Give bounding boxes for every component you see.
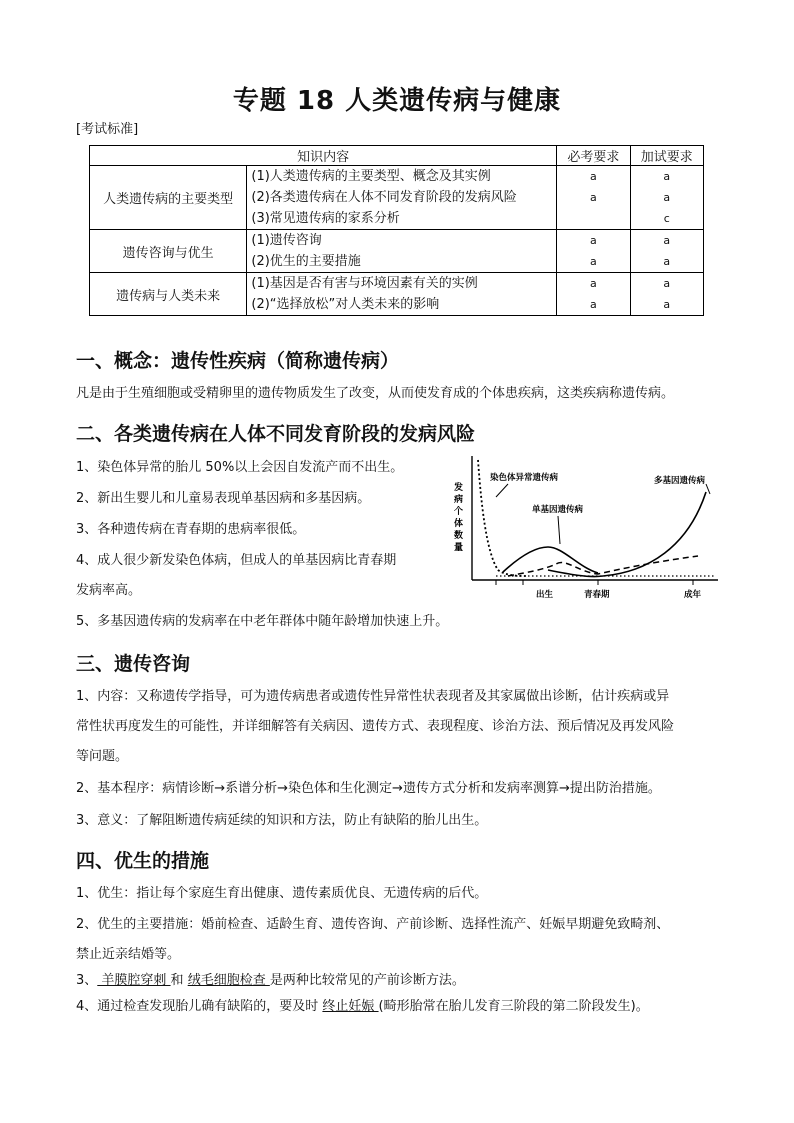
extra-level: c [663, 212, 670, 225]
table-row [90, 273, 704, 316]
knowledge-item: (3)常见遗传病的家系分析 [251, 211, 400, 226]
required-level: a [590, 298, 597, 311]
table-header-row [90, 146, 704, 166]
risk-point-5: 5、多基因遗传病的发病率在中老年群体中随年龄增加快速上升。 [76, 614, 449, 629]
counseling-content-3: 等问题。 [76, 749, 129, 764]
series-label-chromosome: 染色体异常遗传病 [490, 473, 559, 483]
y-axis-label [453, 481, 463, 553]
section-heading-eugenics: 四、优生的措施 [76, 850, 210, 872]
x-tick-label-puberty: 青春期 [584, 590, 610, 600]
required-level: a [590, 234, 597, 247]
extra-level: a [663, 234, 671, 247]
label-pointer [558, 516, 560, 544]
counseling-procedure: 2、基本程序：病情诊断→系谱分析→染色体和生化测定→遗传方式分析和发病率测算→提出防治措施。 [76, 781, 661, 796]
y-label-char: 量 [454, 543, 464, 553]
series-single-gene-line [503, 547, 598, 573]
exam-standard-table [89, 145, 704, 316]
header-required: 必考要求 [557, 146, 630, 166]
blank-answer: 绒毛细胞检查 [187, 973, 270, 988]
knowledge-item: (2)各类遗传病在人体不同发育阶段的发病风险 [251, 190, 517, 205]
knowledge-item: (2)优生的主要措施 [251, 254, 361, 269]
section-heading-counseling: 三、遗传咨询 [76, 653, 191, 675]
extra-level: a [663, 170, 671, 183]
extra-level: a [663, 277, 671, 290]
extra-level: a [663, 255, 671, 268]
text-run: 和 [170, 973, 188, 988]
series-label-multi-gene: 多基因遗传病 [654, 476, 706, 486]
section-heading-risk: 二、各类遗传病在人体不同发育阶段的发病风险 [76, 423, 476, 445]
y-label-char: 病 [454, 495, 464, 505]
page-title: 专题 18 人类遗传病与健康 [232, 86, 562, 116]
table-row [90, 166, 704, 230]
eugenics-point-4 [76, 991, 716, 1022]
group-name: 人类遗传病的主要类型 [90, 166, 247, 230]
counseling-content-1: 1、内容：又称遗传学指导，可为遗传病患者或遗传性异常性状表现者及其家属做出诊断，估计疾病或异 [76, 689, 670, 704]
y-label-char: 体 [454, 519, 464, 529]
risk-point-3: 3、各种遗传病在青春期的患病率很低。 [76, 522, 306, 537]
group-name: 遗传病与人类未来 [90, 273, 247, 316]
group-name: 遗传咨询与优生 [90, 230, 247, 273]
knowledge-item: (1)基因是否有害与环境因素有关的实例 [251, 276, 478, 291]
x-tick-label-adult: 成年 [684, 590, 702, 600]
label-pointer [496, 484, 508, 497]
section-heading-concept: 一、概念：遗传性疾病（简称遗传病） [76, 350, 400, 372]
knowledge-item: (2)“选择放松”对人类未来的影响 [251, 297, 440, 312]
blank-answer: 羊膜腔穿刺 [97, 973, 171, 988]
table-row [90, 230, 704, 273]
concept-text: 凡是由于生殖细胞或受精卵里的遗传物质发生了改变，从而使发育成的个体患疾病，这类疾病称遗传病。 [76, 386, 675, 401]
y-label-char: 个 [454, 507, 464, 517]
eugenics-point-2: 2、优生的主要措施：婚前检查、适龄生育、遗传咨询、产前诊断、选择性流产、妊娠早期避免致畸剂、 [76, 917, 670, 932]
text-run: 4、通过检查发现胎儿确有缺陷的，要及时 [76, 999, 323, 1014]
knowledge-item: (1)人类遗传病的主要类型、概念及其实例 [251, 169, 491, 184]
series-single-gene-dashed [508, 556, 698, 576]
risk-point-4-cont: 发病率高。 [76, 583, 142, 598]
extra-level: a [663, 298, 671, 311]
series-label-single-gene: 单基因遗传病 [532, 505, 584, 515]
y-label-char: 发 [454, 483, 464, 493]
required-level: a [590, 191, 597, 204]
text-run: (畸形胎常在胎儿发育三阶段的第二阶段发生)。 [378, 999, 649, 1014]
eugenics-point-1: 1、优生：指让每个家庭生育出健康、遗传素质优良、无遗传病的后代。 [76, 886, 488, 901]
required-level: a [590, 255, 597, 268]
knowledge-item: (1)遗传咨询 [251, 233, 322, 248]
risk-point-4: 4、成人很少新发染色体病，但成人的单基因病比青春期 [76, 553, 397, 568]
y-label-char: 数 [454, 531, 464, 541]
counseling-content-2: 常性状再度发生的可能性，并详细解答有关病因、遗传方式、表现程度、诊治方法、预后情况及再发风险 [76, 719, 675, 734]
text-run: 是两种比较常见的产前诊断方法。 [269, 973, 465, 988]
required-level [561, 208, 625, 229]
required-level: a [590, 277, 597, 290]
standard-label: [考试标准] [76, 122, 139, 137]
disease-incidence-chart [448, 452, 723, 602]
blank-answer: 终止妊娠 [322, 999, 379, 1014]
risk-point-1: 1、染色体异常的胎儿 50%以上会因自发流产而不出生。 [76, 460, 404, 475]
x-tick-label-birth: 出生 [536, 590, 554, 600]
extra-level: a [663, 191, 671, 204]
required-level: a [590, 170, 597, 183]
header-extra: 加试要求 [630, 146, 703, 166]
header-content: 知识内容 [90, 146, 557, 166]
eugenics-point-2-cont: 禁止近亲结婚等。 [76, 947, 181, 962]
risk-point-2: 2、新出生婴儿和儿童易表现单基因病和多基因病。 [76, 491, 371, 506]
text-run: 3、 [76, 973, 98, 988]
counseling-significance: 3、意义：了解阻断遗传病延续的知识和方法，防止有缺陷的胎儿出生。 [76, 813, 488, 828]
